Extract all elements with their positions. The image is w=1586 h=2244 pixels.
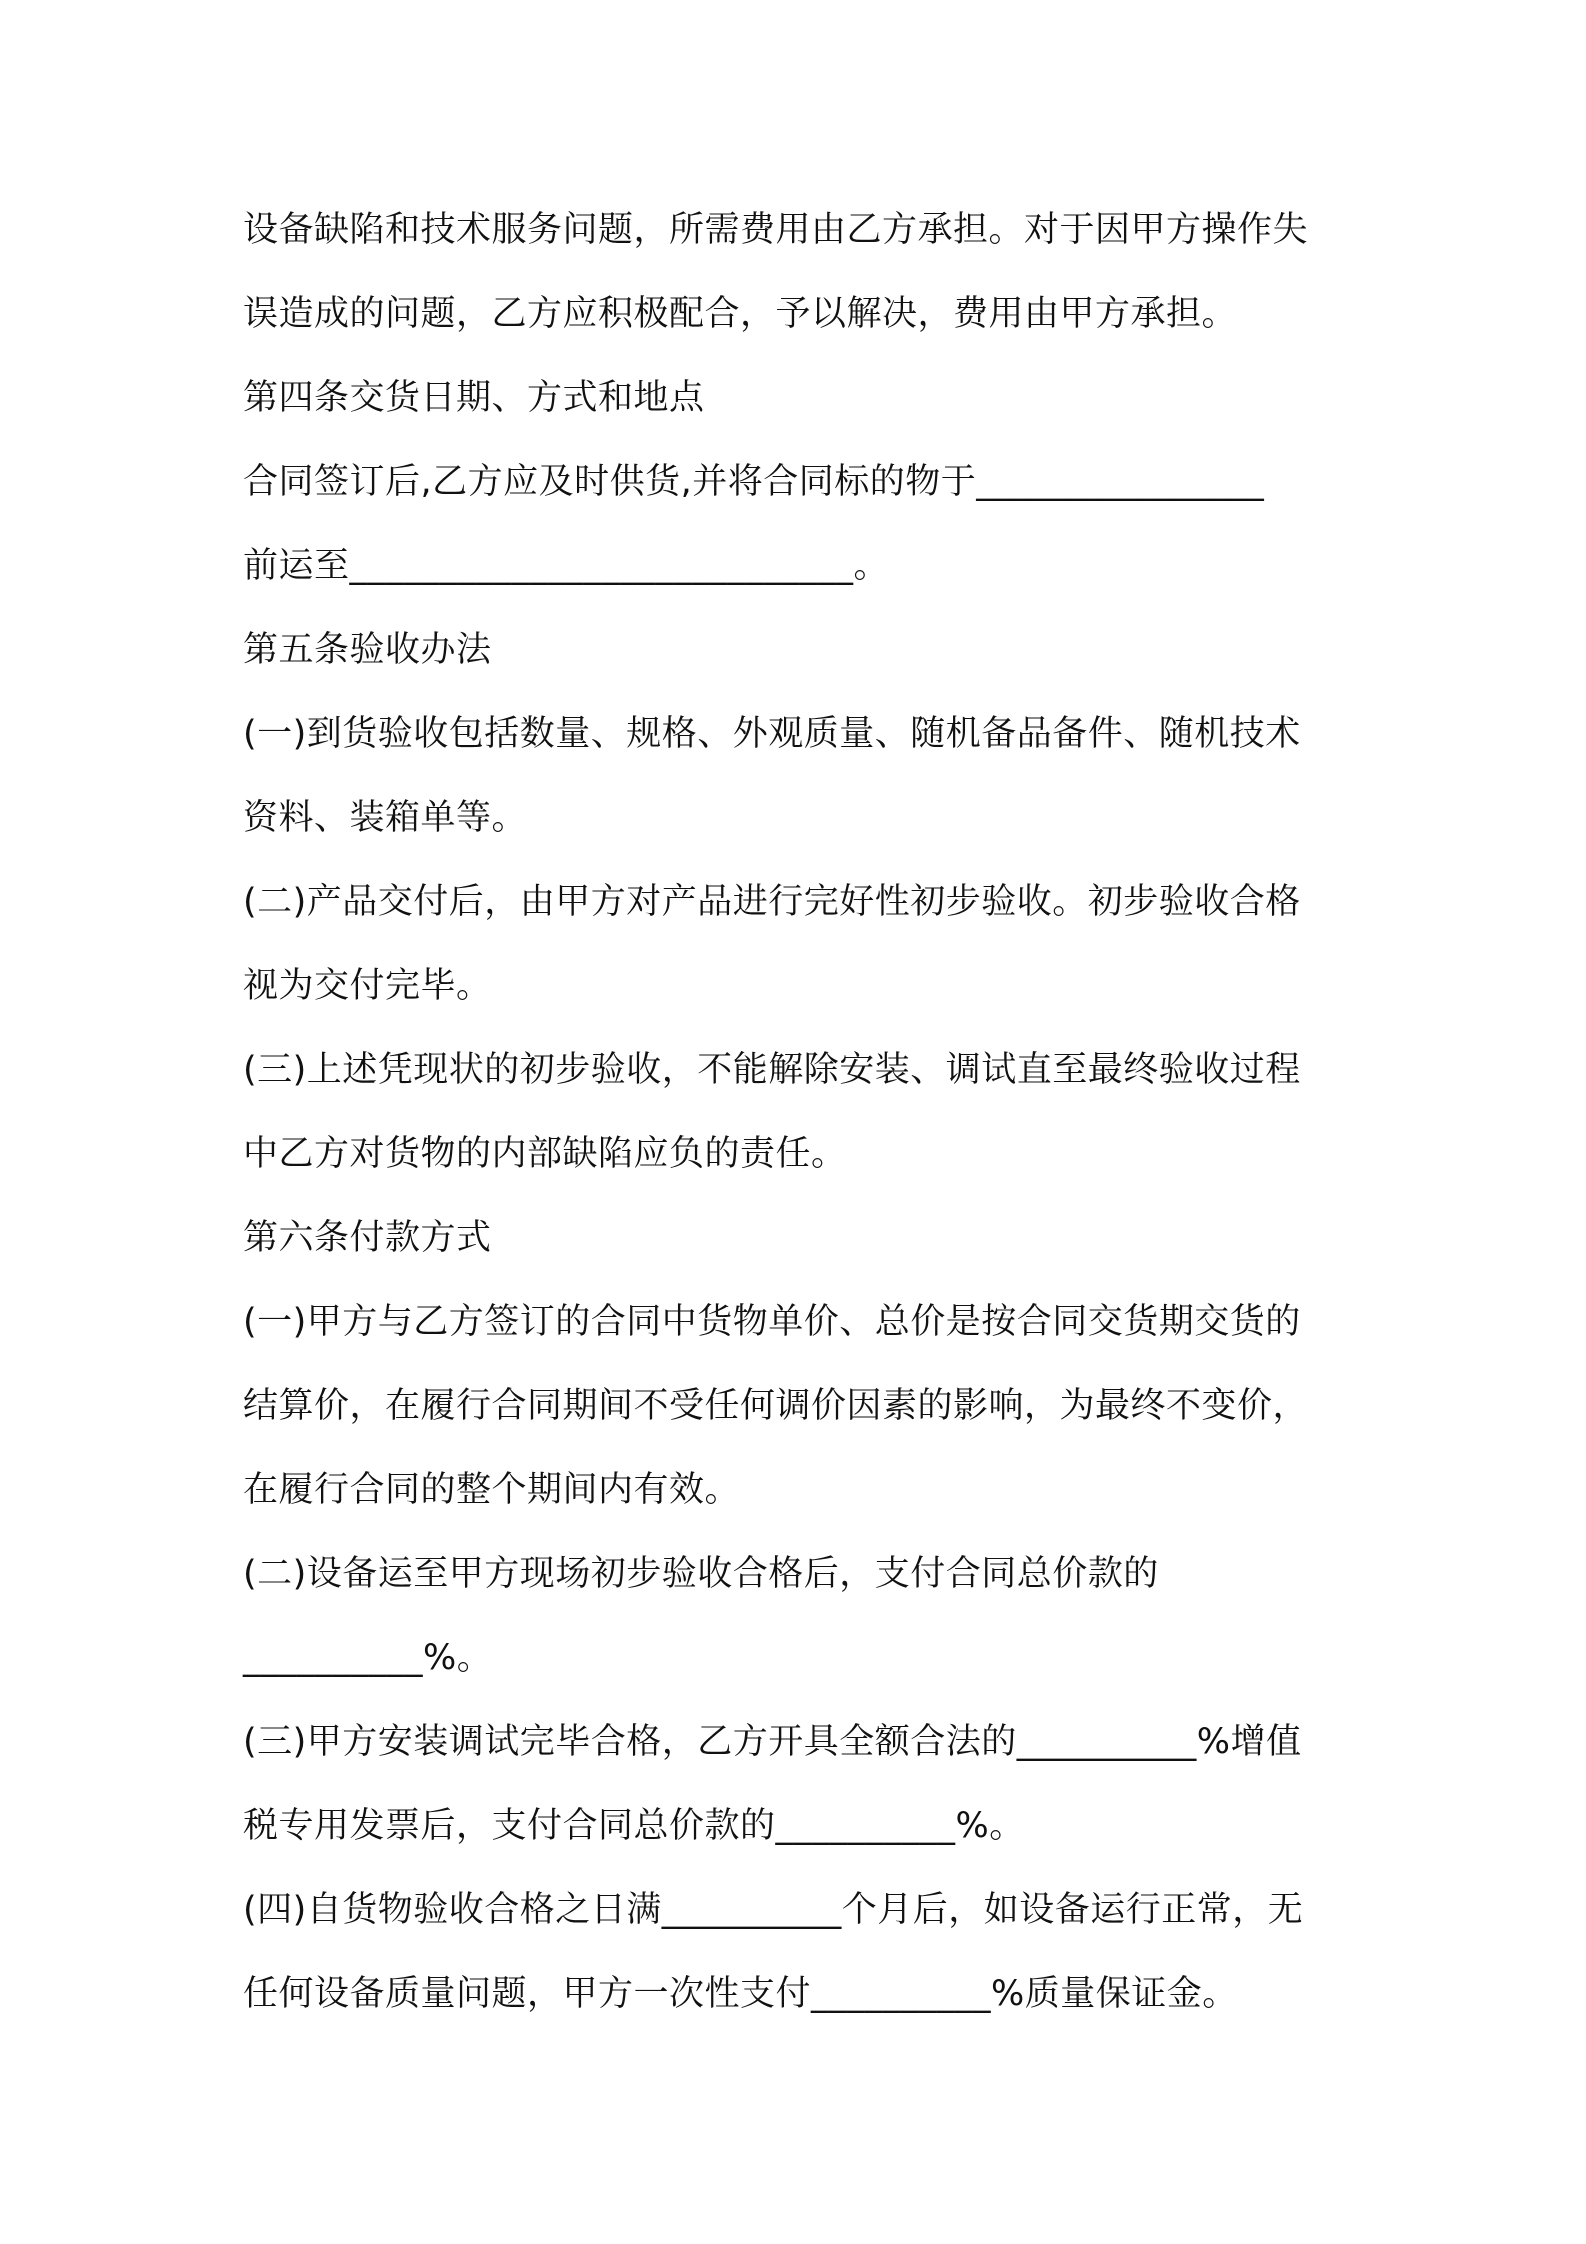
text-line: (三)甲方安装调试完毕合格，乙方开具全额合法的__________%增值 — [243, 1722, 1302, 1762]
text-line: (二)设备运至甲方现场初步验收合格后，支付合同总价款的 — [243, 1554, 1159, 1594]
text-line: __________%。 — [243, 1638, 493, 1678]
text-line: (一)甲方与乙方签订的合同中货物单价、总价是按合同交货期交货的 — [243, 1302, 1301, 1342]
section-heading: 第五条验收办法 — [243, 630, 492, 670]
text-line: 视为交付完毕。 — [243, 966, 492, 1006]
section-heading: 第四条交货日期、方式和地点 — [243, 378, 705, 418]
text-line: 结算价，在履行合同期间不受任何调价因素的影响，为最终不变价， — [243, 1386, 1309, 1426]
section-heading: 第六条付款方式 — [243, 1218, 492, 1258]
text-line: 在履行合同的整个期间内有效。 — [243, 1470, 741, 1510]
text-line: 任何设备质量问题，甲方一次性支付__________%质量保证金。 — [243, 1974, 1238, 2014]
text-line: (三)上述凭现状的初步验收，不能解除安装、调试直至最终验收过程 — [243, 1050, 1301, 1090]
text-line: 前运至____________________________。 — [243, 546, 890, 586]
text-line: 税专用发票后，支付合同总价款的__________%。 — [243, 1806, 1025, 1846]
text-line: (四)自货物验收合格之日满__________个月后，如设备运行正常，无 — [243, 1890, 1304, 1930]
text-line: 误造成的问题，乙方应积极配合，予以解决，费用由甲方承担。 — [243, 294, 1238, 334]
text-line: 资料、装箱单等。 — [243, 798, 528, 838]
text-line: 设备缺陷和技术服务问题，所需费用由乙方承担。对于因甲方操作失 — [243, 210, 1309, 250]
text-line: 合同签订后,乙方应及时供货,并将合同标的物于________________ — [243, 462, 1265, 502]
text-line: (一)到货验收包括数量、规格、外观质量、随机备品备件、随机技术 — [243, 714, 1301, 754]
text-line: (二)产品交付后，由甲方对产品进行完好性初步验收。初步验收合格 — [243, 882, 1301, 922]
text-line: 中乙方对货物的内部缺陷应负的责任。 — [243, 1134, 847, 1174]
